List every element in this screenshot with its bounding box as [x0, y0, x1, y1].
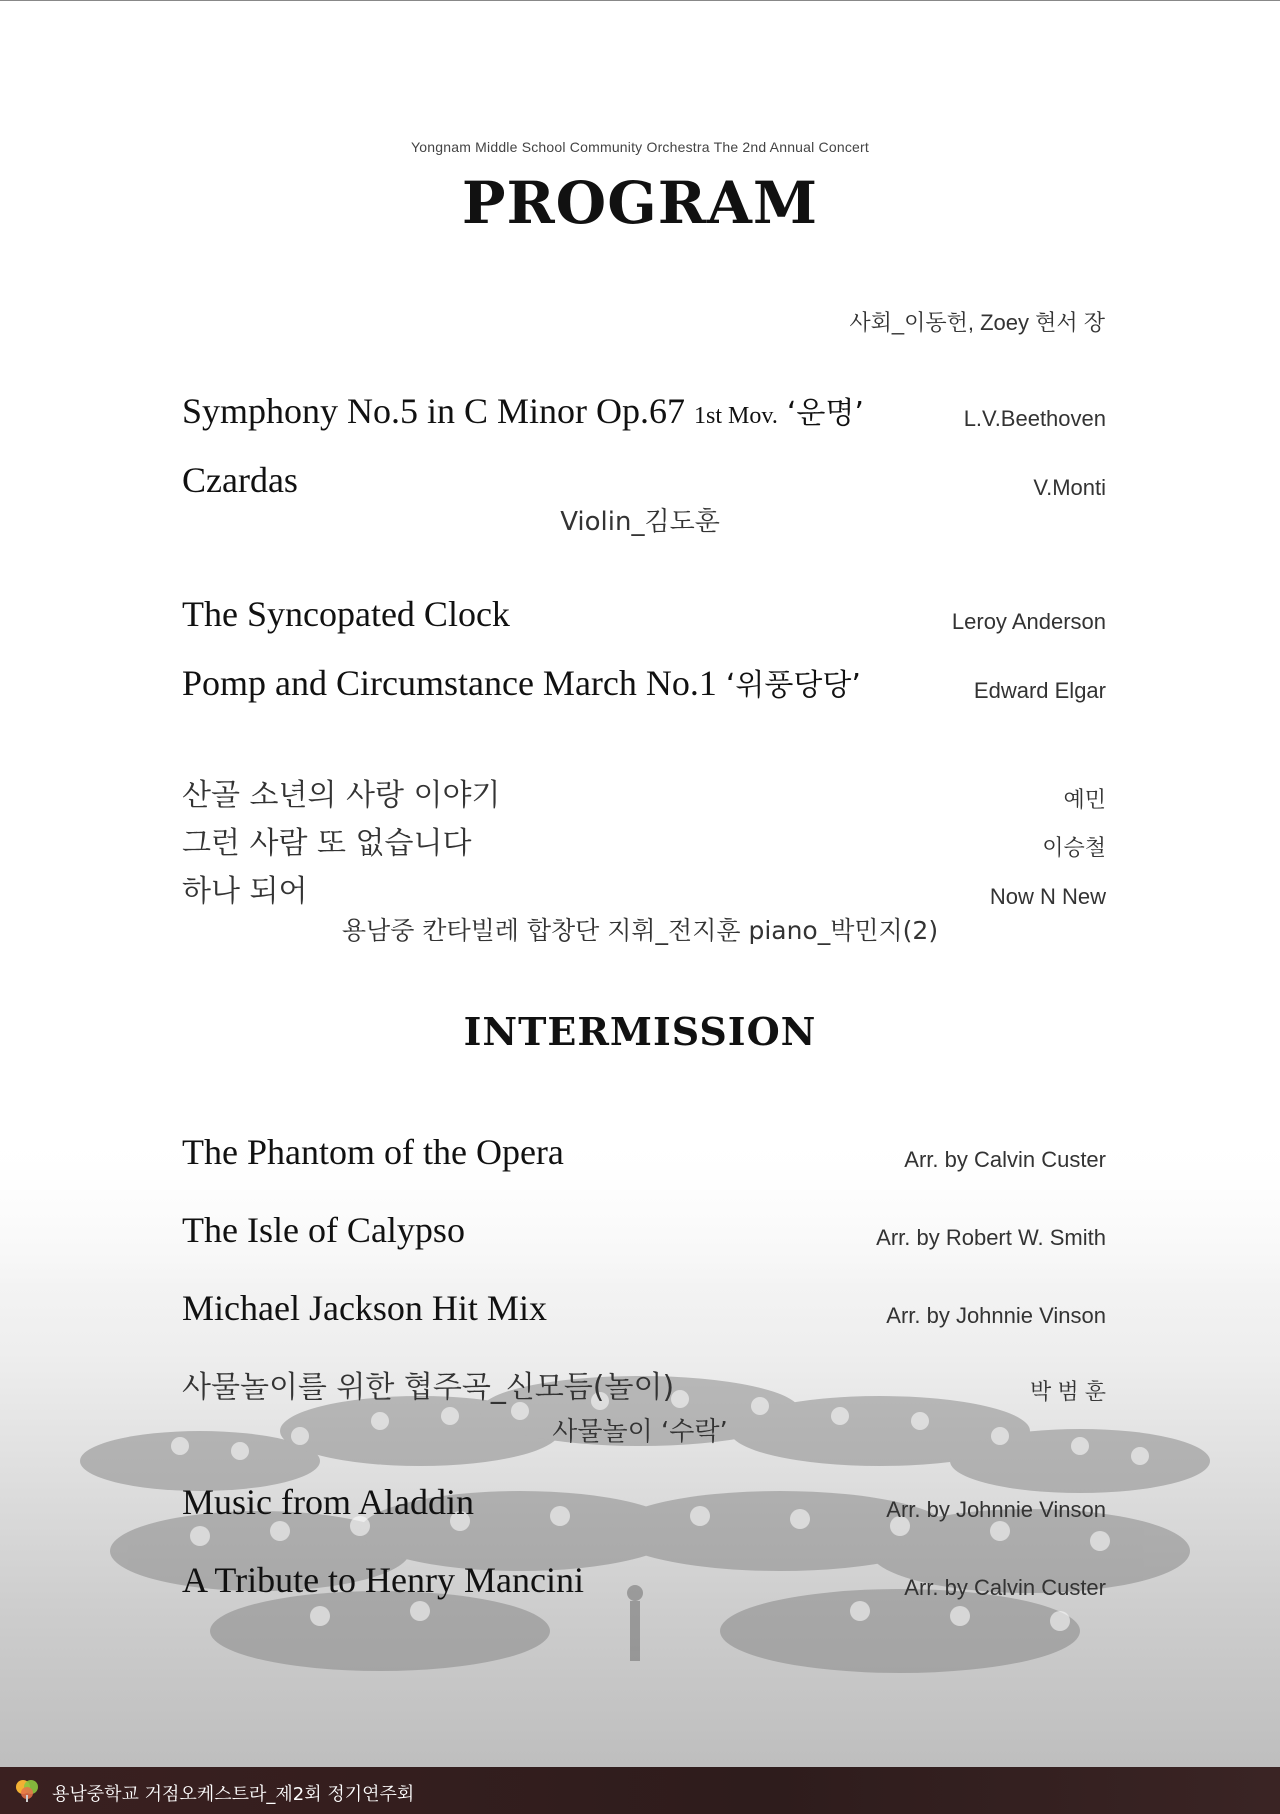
intermission-heading: INTERMISSION [463, 1009, 817, 1054]
piece-korean-title: ‘운명’ [786, 396, 864, 431]
performer-credit: Violin_김도훈 [560, 507, 720, 537]
program-item [182, 594, 1106, 641]
footer-text: 용남중학교 거점오케스트라_제2회 정기연주회 [52, 1784, 415, 1805]
piece-title: Czardas [182, 460, 298, 500]
performer-credit: 사물놀이 ‘수락’ [552, 1417, 728, 1447]
program-item [182, 663, 1106, 710]
piece-title: The Phantom of the Opera [182, 1132, 564, 1172]
piece-title: A Tribute to Henry Mancini [182, 1560, 584, 1600]
composer: L.V.Beethoven [963, 406, 1106, 431]
composer: Leroy Anderson [951, 609, 1106, 634]
piece-title: 하나 되어 [182, 874, 308, 909]
piece-korean-title: ‘위풍당당’ [725, 668, 861, 703]
composer: 박 범 훈 [1030, 1379, 1106, 1404]
composer: 이승철 [1042, 835, 1106, 860]
program-item [182, 1482, 1106, 1529]
program-item [182, 1132, 1106, 1179]
piece-title: 그런 사람 또 없습니다 [182, 826, 472, 861]
program-item [182, 391, 1106, 438]
piece-title: 사물놀이를 위한 협주곡_신모듬(놀이) [182, 1370, 675, 1405]
choir-credit: 용남중 칸타빌레 합창단 지휘_전지훈 piano_박민지(2) [341, 916, 939, 945]
program-item [182, 1368, 1106, 1412]
mc-credit: 사회_이동헌, Zoey 현서 장 [849, 310, 1105, 335]
composer: Now N New [989, 884, 1106, 909]
piece-title: 산골 소년의 사랑 이야기 [182, 778, 501, 813]
piece-title: Michael Jackson Hit Mix [182, 1288, 547, 1328]
composer: Arr. by Johnnie Vinson [886, 1303, 1106, 1328]
program-item [182, 872, 1106, 916]
composer: Arr. by Robert W. Smith [876, 1225, 1106, 1250]
program-item [182, 1288, 1106, 1335]
piece-title: Symphony No.5 in C Minor Op.67 1st Mov. ‘운명’ [182, 391, 864, 431]
program-item [182, 1210, 1106, 1257]
piece-title: The Isle of Calypso [182, 1210, 465, 1250]
composer: V.Monti [1033, 475, 1106, 500]
composer: Edward Elgar [973, 678, 1106, 703]
piece-title: The Syncopated Clock [182, 594, 510, 634]
piece-title: Music from Aladdin [182, 1482, 474, 1522]
piece-movement: 1st Mov. [694, 403, 778, 429]
composer: Arr. by Calvin Custer [904, 1575, 1106, 1600]
piece-title: Pomp and Circumstance March No.1 ‘위풍당당’ [182, 663, 861, 703]
program-item [182, 776, 1106, 820]
composer: 예민 [1063, 787, 1106, 812]
composer: Arr. by Johnnie Vinson [886, 1497, 1106, 1522]
page-title: PROGRAM [461, 169, 819, 237]
leaf-logo-icon [14, 1777, 40, 1803]
composer: Arr. by Calvin Custer [904, 1147, 1106, 1172]
program-item [182, 824, 1106, 868]
footer-bar [0, 1767, 1280, 1814]
program-item [182, 1560, 1106, 1607]
concert-subtitle: Yongnam Middle School Community Orchestra The 2nd Annual Concert [411, 139, 869, 155]
